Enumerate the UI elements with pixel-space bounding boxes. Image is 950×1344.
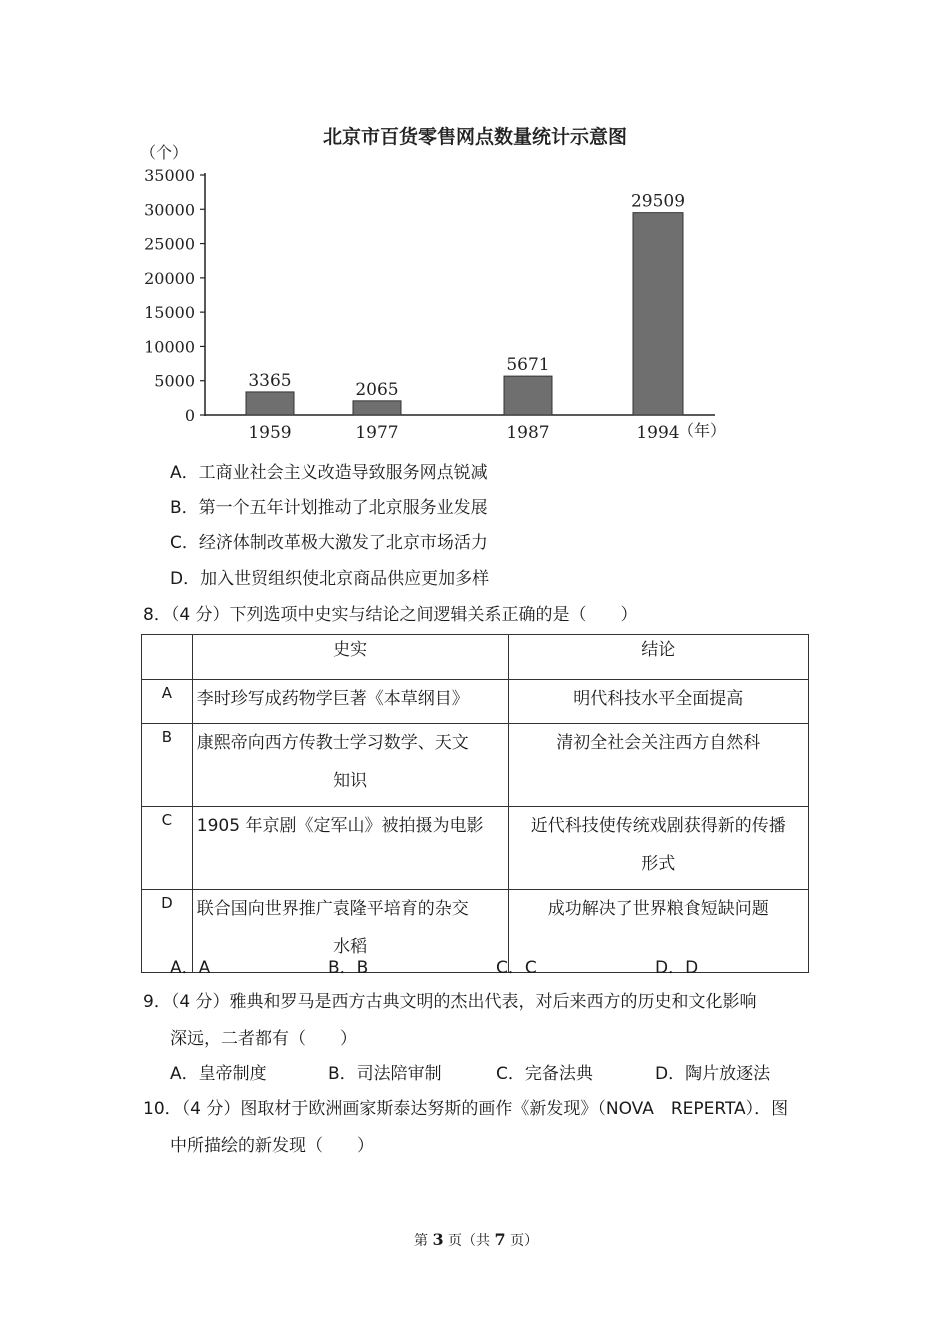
bar-1994 (633, 213, 683, 415)
fact-cell (192, 807, 508, 890)
q9-option-d[interactable]: D．陶片放逐法 (655, 1064, 771, 1084)
row-label: C (142, 807, 193, 890)
option-letter: B． (170, 498, 199, 518)
table-row (142, 724, 809, 807)
row-label: B (142, 724, 193, 807)
y-tick-label: 15000 (144, 303, 195, 323)
page-footer (414, 1230, 538, 1250)
option-text: 工商业社会主义改造导致服务网点锐减 (198, 463, 488, 483)
option-letter: C． (170, 533, 199, 553)
conclusion-line-1: 明代科技水平全面提高 (573, 689, 744, 709)
q10-stem-line-2: 中所描绘的新发现（ ） (170, 1136, 374, 1156)
data-label: 29509 (630, 191, 686, 212)
y-tick-label: 30000 (144, 200, 195, 220)
x-tick-label: 1987 (506, 423, 550, 443)
data-label: 2065 (355, 379, 399, 400)
q8-option-a[interactable]: A．A (170, 958, 211, 978)
table-row (142, 807, 809, 890)
bar-1987 (504, 376, 552, 415)
fact-line-1: 康熙帝向西方传教士学习数学、天文 (196, 733, 469, 753)
y-tick-label: 0 (184, 406, 195, 425)
fact-line-1: 李时珍写成药物学巨著《本草纲目》 (196, 689, 469, 709)
q8-option-b[interactable]: B．B (328, 958, 369, 978)
option-text: 第一个五年计划推动了北京服务业发展 (198, 498, 488, 518)
y-tick-label: 35000 (144, 166, 195, 185)
footer-page-number: 3 (432, 1230, 444, 1249)
bar-chart (130, 118, 750, 448)
table-header-row (142, 635, 809, 680)
fact-line-1: 联合国向世界推广袁隆平培育的杂交 (196, 899, 469, 919)
conclusion-cell (508, 807, 808, 890)
q9-option-c[interactable]: C．完备法典 (496, 1064, 593, 1084)
q10-stem-line-1: 10．（4 分）图取材于欧洲画家斯泰达努斯的画作《新发现》（NOVA REPERTA）．图 (143, 1099, 789, 1119)
q7-option-a[interactable] (170, 458, 488, 483)
fact-cell (192, 680, 508, 724)
header-conclusion: 结论 (508, 635, 808, 680)
option-letter: A． (170, 463, 199, 483)
footer-suffix: 页） (505, 1233, 539, 1249)
y-tick-label: 10000 (144, 337, 195, 357)
q7-option-b[interactable] (170, 493, 488, 518)
y-axis-label: （个） (140, 143, 189, 162)
q7-option-d[interactable] (170, 564, 489, 589)
data-label: 3365 (248, 370, 292, 391)
table-row (142, 680, 809, 724)
q7-option-c[interactable] (170, 528, 488, 553)
row-label: D (142, 890, 193, 973)
footer-total-pages: 7 (494, 1230, 506, 1249)
bar-1977 (353, 401, 401, 415)
fact-cell (192, 724, 508, 807)
x-tick-label: 1959 (248, 423, 292, 443)
conclusion-line-1: 成功解决了世界粮食短缺问题 (547, 899, 769, 919)
x-axis-label: （年） (678, 421, 727, 440)
q9-option-b[interactable]: B．司法陪审制 (328, 1064, 442, 1084)
conclusion-cell (508, 724, 808, 807)
option-letter: D． (170, 569, 201, 589)
data-label: 5671 (506, 355, 550, 376)
footer-mid: 页（共 (443, 1233, 495, 1249)
fact-line-1: 1905 年京剧《定军山》被拍摄为电影 (196, 816, 484, 836)
table-row (142, 890, 809, 973)
conclusion-cell (508, 680, 808, 724)
q8-stem: 8．（4 分）下列选项中史实与结论之间逻辑关系正确的是（ ） (143, 605, 638, 625)
y-tick-label: 25000 (144, 234, 195, 254)
q8-option-d[interactable]: D．D (655, 958, 699, 978)
x-tick-label: 1994 (636, 423, 680, 443)
q9-option-a[interactable]: A．皇帝制度 (170, 1064, 267, 1084)
q8-table (141, 634, 809, 973)
x-tick-label: 1977 (355, 423, 399, 443)
q9-stem-line-2: 深远，二者都有（ ） (170, 1029, 357, 1049)
q9-stem-line-1: 9．（4 分）雅典和罗马是西方古典文明的杰出代表，对后来西方的历史和文化影响 (143, 992, 757, 1012)
conclusion-line-1: 近代科技使传统戏剧获得新的传播 (530, 816, 786, 836)
row-label: A (142, 680, 193, 724)
conclusion-line-2: 形式 (641, 854, 676, 874)
chart-title: 北京市百货零售网点数量统计示意图 (322, 126, 628, 148)
y-tick-label: 20000 (144, 268, 195, 288)
q8-option-c[interactable]: C．C (496, 958, 537, 978)
header-fact: 史实 (192, 635, 508, 680)
option-text: 经济体制改革极大激发了北京市场活力 (198, 533, 488, 553)
footer-prefix: 第 (414, 1233, 433, 1249)
fact-line-2: 水稻 (333, 937, 368, 957)
y-tick-label: 5000 (154, 371, 195, 391)
conclusion-line-1: 清初全社会关注西方自然科 (556, 733, 761, 753)
fact-line-2: 知识 (333, 771, 368, 791)
header-label-cell (142, 635, 193, 680)
option-text: 加入世贸组织使北京商品供应更加多样 (200, 569, 490, 589)
bar-1959 (246, 392, 294, 415)
